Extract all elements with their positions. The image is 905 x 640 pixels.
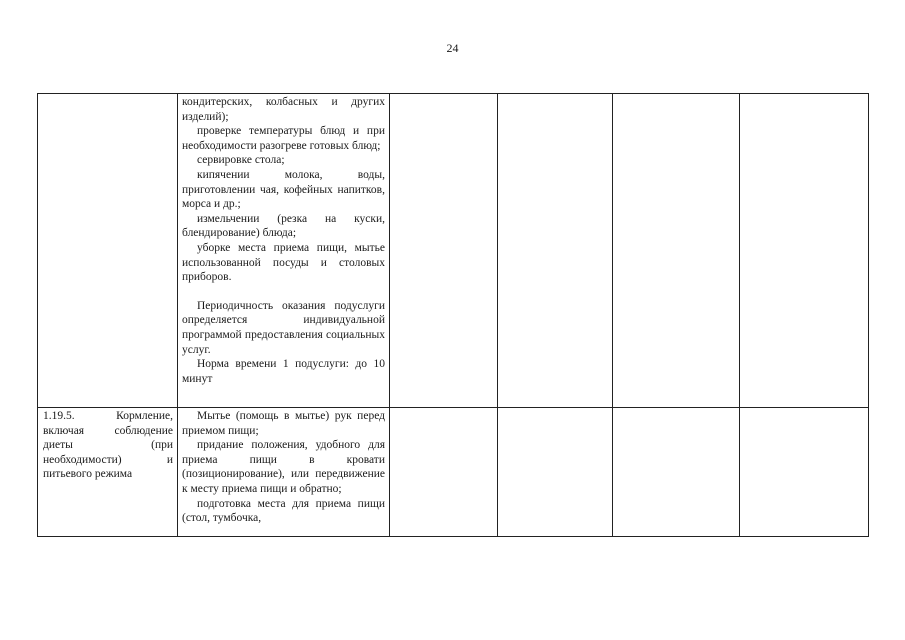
empty-cell bbox=[613, 408, 740, 537]
services-table bbox=[37, 93, 869, 537]
page-number: 24 bbox=[446, 41, 459, 55]
paragraph: кипячении молока, воды, приготовлении чая, кофейных напитков, морса и др.; bbox=[182, 168, 385, 211]
paragraph: кондитерских, колбасных и других изделий); bbox=[182, 96, 385, 123]
service-description bbox=[178, 408, 389, 526]
paragraph: уборке места приема пищи, мытье использованной посуды и столовых приборов. bbox=[182, 241, 385, 284]
paragraph: подготовка места для приема пищи (стол, тумбочка, bbox=[182, 497, 385, 525]
paragraph: придание положения, удобного для приема пищи в кровати (позиционирование), или передвижение к месту приема пищи и обратно; bbox=[182, 439, 385, 495]
table-row bbox=[38, 408, 869, 537]
paragraph-gap bbox=[182, 285, 385, 299]
paragraph: сервировке стола; bbox=[197, 154, 285, 167]
service-description-cell bbox=[178, 408, 390, 537]
service-description bbox=[178, 94, 389, 386]
paragraph: Норма времени 1 подуслуги: до 10 минут bbox=[182, 358, 385, 385]
empty-cell bbox=[390, 94, 498, 408]
service-name-cell bbox=[38, 94, 178, 408]
service-description-cell bbox=[178, 94, 390, 408]
empty-cell bbox=[613, 94, 740, 408]
service-name-cell bbox=[38, 408, 178, 537]
empty-cell bbox=[740, 94, 869, 408]
paragraph: измельчении (резка на куски, блендирование) блюда; bbox=[182, 212, 385, 240]
empty-cell bbox=[498, 408, 613, 537]
table-row bbox=[38, 94, 869, 408]
paragraph: Мытье (помощь в мытье) рук перед приемом пищи; bbox=[182, 410, 385, 437]
empty-cell bbox=[390, 408, 498, 537]
empty-cell bbox=[498, 94, 613, 408]
paragraph: проверке температуры блюд и при необходимости разогреве готовых блюд; bbox=[182, 125, 385, 152]
paragraph: Периодичность оказания подуслуги определяется индивидуальной программой предоставления социальных услуг. bbox=[182, 299, 385, 356]
service-name: 1.19.5. Кормление, включая соблюдение диеты (при необходимости) и питьевого режима bbox=[43, 410, 173, 481]
empty-cell bbox=[740, 408, 869, 537]
